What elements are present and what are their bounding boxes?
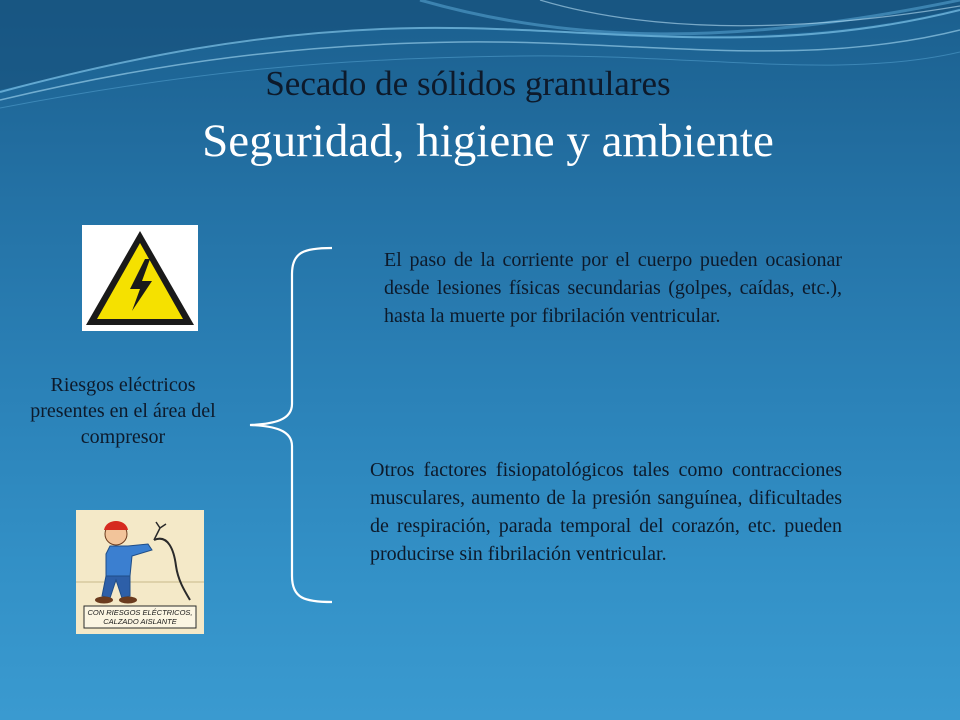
electrician-worker-illustration (76, 510, 204, 634)
worker-sign-line-2: CALZADO AISLANTE (103, 617, 177, 626)
slide-subtitle: Seguridad, higiene y ambiente (202, 115, 774, 167)
slide-title: Secado de sólidos granulares (265, 64, 671, 103)
left-label: Riesgos eléctricos presentes en el área del compresor (30, 374, 216, 448)
curly-bracket (244, 244, 336, 606)
paragraph-current-effects: El paso de la corriente por el cuerpo pueden ocasionar desde lesiones físicas secundarias (golpes, caídas, etc.), hasta la muerte por fibrilación ventricular. (384, 249, 842, 327)
worker-sign-line-1: CON RIESGOS ELÉCTRICOS, (87, 608, 193, 617)
paragraph-other-factors: Otros factores fisiopatológicos tales como contracciones musculares, aumento de la presión sanguínea, dificultades de respiración, parada temporal del corazón, etc. pueden producirse sin fibrilación ventricular. (370, 459, 842, 565)
high-voltage-warning-icon (82, 225, 198, 331)
